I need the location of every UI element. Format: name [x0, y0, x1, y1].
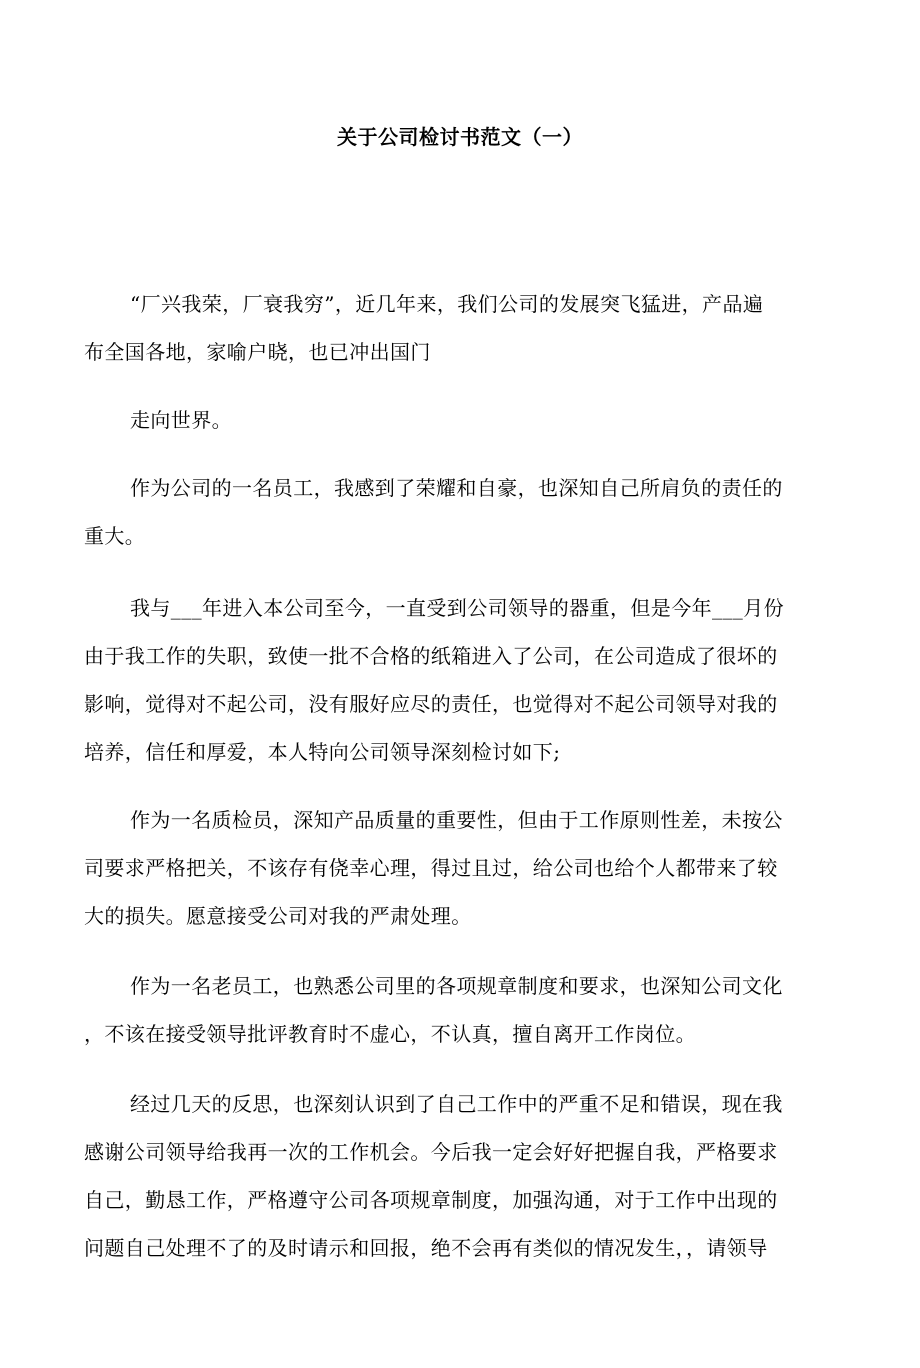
paragraph-line: 大的损失。愿意接受公司对我的严肃处理。 — [84, 904, 472, 928]
paragraph-line: 影响，觉得对不起公司，没有服好应尽的责任，也觉得对不起公司领导对我的 — [84, 692, 778, 716]
paragraph-line: ，不该在接受领导批评教育时不虚心，不认真，擅自离开工作岗位。 — [84, 1022, 696, 1046]
document-title: 关于公司检讨书范文（一） — [337, 125, 583, 149]
paragraph-line: 作为公司的一名员工，我感到了荣耀和自豪，也深知自己所肩负的责任的 — [130, 476, 783, 500]
paragraph-line: 我与___年进入本公司至今，一直受到公司领导的器重，但是今年___月份 — [130, 596, 784, 620]
paragraph-line: 由于我工作的失职，致使一批不合格的纸箱进入了公司，在公司造成了很坏的 — [84, 644, 778, 668]
paragraph-line: 作为一名老员工，也熟悉公司里的各项规章制度和要求，也深知公司文化 — [130, 974, 783, 998]
paragraph-line: 感谢公司领导给我再一次的工作机会。今后我一定会好好把握自我，严格要求 — [84, 1140, 778, 1164]
paragraph-line: 布全国各地，家喻户晓，也已冲出国门 — [84, 340, 431, 364]
paragraph-line: 走向世界。 — [130, 408, 232, 432]
paragraph-line: 问题自己处理不了的及时请示和回报，绝不会再有类似的情况发生，，请领导 — [84, 1236, 768, 1260]
paragraph-line: 司要求严格把关，不该存有侥幸心理，得过且过，给公司也给个人都带来了较 — [84, 856, 778, 880]
paragraph-line: 培养，信任和厚爱，本人特向公司领导深刻检讨如下; — [84, 740, 561, 764]
paragraph-line: 作为一名质检员，深知产品质量的重要性，但由于工作原则性差，未按公 — [130, 808, 783, 832]
paragraph-line: “厂兴我荣，厂衰我穷”，近几年来，我们公司的发展突飞猛进，产品遍 — [130, 292, 764, 316]
paragraph-line: 自己，勤恳工作，严格遵守公司各项规章制度，加强沟通，对于工作中出现的 — [84, 1188, 778, 1212]
paragraph-7 — [84, 984, 824, 1368]
paragraph-line: 重大。 — [84, 524, 146, 548]
paragraph-line: 经过几天的反思，也深刻认识到了自己工作中的严重不足和错误，现在我 — [130, 1092, 783, 1116]
